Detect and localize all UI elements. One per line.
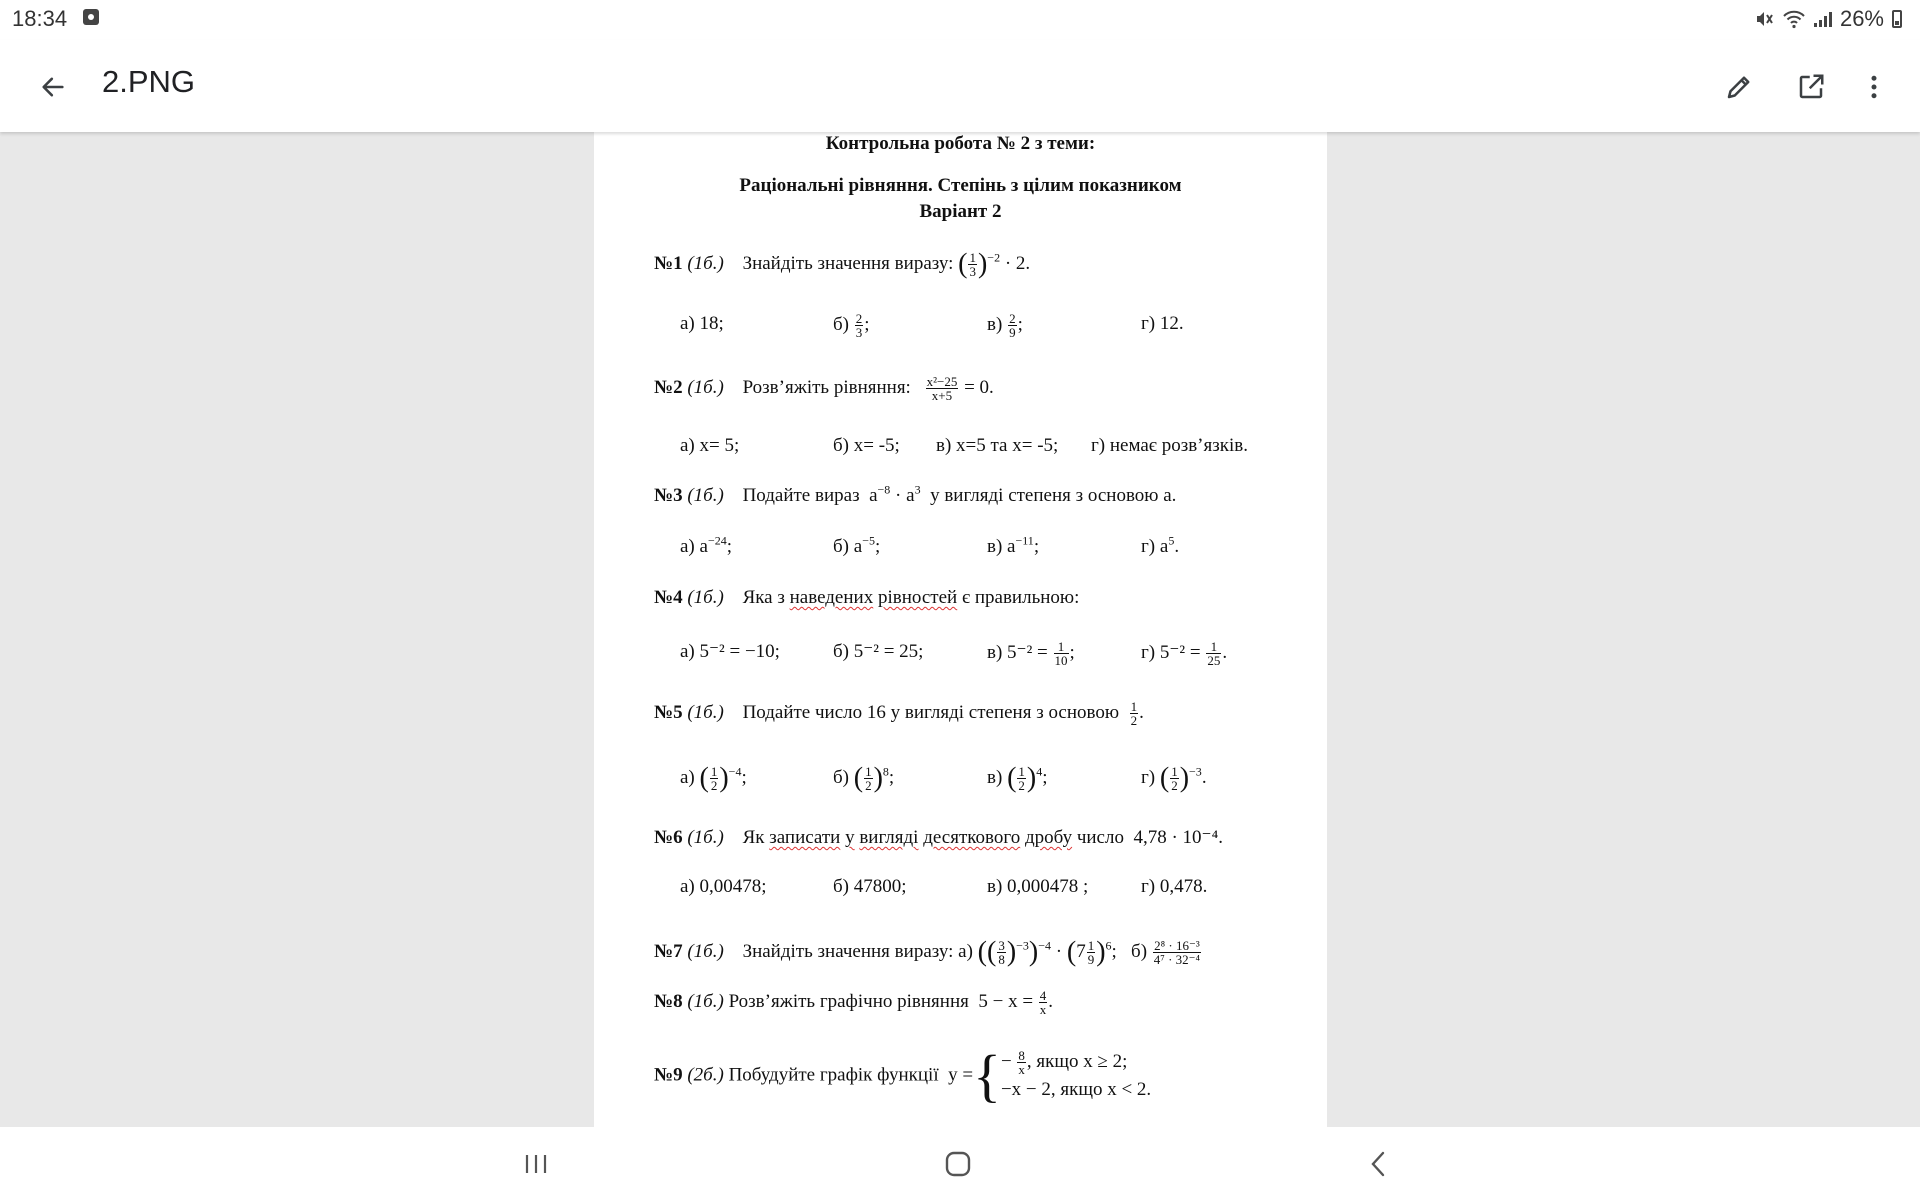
signal-icon	[1814, 11, 1832, 27]
problem-1-option-b: б) $\frac{2}{3}$ ;	[833, 311, 870, 340]
problem-6-option-d: г) 0,478.	[1141, 876, 1208, 897]
status-bar	[0, 0, 1920, 40]
problem-2: №2 (1б.) Розв’яжіть рівняння: $\frac{\text{x²−25}}{x+5}$ = 0.	[654, 374, 994, 403]
app-bar	[0, 40, 1920, 132]
problem-4: №4 (1б.) Яка з наведених рівностей є правильною:	[654, 587, 1080, 608]
recent-apps-button[interactable]	[506, 1139, 566, 1189]
problem-8: №8 (1б.) Розв’яжіть графічно рівняння 5 − x = $\frac{4}{x}$ .	[654, 988, 1054, 1017]
battery-icon	[1892, 10, 1902, 28]
nav-back-button[interactable]	[1348, 1139, 1408, 1189]
open-with-button[interactable]	[1784, 60, 1838, 114]
problem-3: №3 (1б.) Подайте вираз $a^{-8} \cdot a^3$ у вигляді степеня з основою a.	[654, 482, 1177, 506]
problem-1: №1 (1б.) Знайдіть значення виразу: ( $\frac{1}{3}$ )$^{-2}$ · 2.	[654, 248, 1031, 280]
back-button[interactable]	[28, 62, 78, 112]
problem-1-option-c: в) $\frac{2}{9}$ ;	[987, 311, 1023, 340]
arrow-back-icon	[39, 73, 67, 101]
open-external-icon	[1796, 72, 1826, 102]
system-nav-bar	[0, 1127, 1920, 1200]
doc-title: Контрольна робота № 2 з теми:	[825, 133, 1096, 154]
problem-5-option-d: г) ( $\frac{1}{2}$ )$^{-3}$.	[1141, 762, 1207, 794]
problem-6: №6 (1б.) Як записати у вигляді десяткового дробу число 4,78 · 10⁻⁴.	[654, 827, 1223, 848]
problem-3-option-b: б) $a^{-5}$;	[833, 533, 881, 557]
problem-3-option-c: в) $a^{-11}$;	[987, 533, 1040, 557]
problem-1-option-a: а) 18;	[680, 313, 724, 334]
problem-4-option-d: г) 5⁻² = $\frac{1}{25}$ .	[1141, 639, 1228, 668]
problem-1-option-d: г) 12.	[1141, 313, 1184, 334]
mute-icon	[1754, 9, 1774, 29]
status-indicators	[1754, 6, 1902, 32]
wifi-icon	[1782, 9, 1806, 29]
problem-5-option-a: а) ( $\frac{1}{2}$ )$^{-4}$;	[680, 762, 747, 794]
problem-7: №7 (1б.) Знайдіть значення виразу: а) (( $\frac{3}{8}$ )$^{-3}$)$^{-4}$ · (7 $\frac{1}{9}$ )$^6$; б) $\frac{\text{2⁸ · 16⁻³}}{\text{4⁷ · 32⁻⁴}}$	[654, 936, 1201, 968]
battery-percent: 26%	[1839, 6, 1884, 31]
problem-2-option-c: в) x=5 та x= -5;	[936, 435, 1059, 456]
problem-4-option-a: а) 5⁻² = −10;	[680, 641, 780, 662]
problem-4-option-c: в) 5⁻² = $\frac{1}{10}$ ;	[987, 639, 1075, 668]
image-viewer[interactable]	[0, 132, 1920, 1127]
doc-variant: Варіант 2	[919, 201, 1002, 222]
problem-2-option-d: г) немає розв’язків.	[1091, 435, 1248, 456]
problem-6-option-c: в) 0,000478 ;	[987, 876, 1089, 897]
problem-9: №9 (2б.) Побудуйте графік функції y ={ − $\frac{8}{x}$ , якщо x ≥ 2; −x − 2, якщо x < 2.	[654, 1043, 1152, 1108]
chevron-left-icon	[1368, 1150, 1388, 1178]
problem-5-option-c: в) ( $\frac{1}{2}$ )$^4$;	[987, 762, 1048, 794]
problem-5-option-b: б) ( $\frac{1}{2}$ )$^8$;	[833, 762, 895, 794]
problem-5: №5 (1б.) Подайте число 16 у вигляді степеня з основою $\frac{1}{2}$ .	[654, 699, 1144, 728]
edit-button[interactable]	[1712, 60, 1766, 114]
gallery-notification-icon	[83, 9, 99, 25]
problem-2-option-a: а) x= 5;	[680, 435, 740, 456]
pencil-icon	[1724, 72, 1754, 102]
doc-topic: Раціональні рівняння. Степінь з цілим показником	[739, 175, 1182, 196]
more-vert-icon	[1859, 72, 1889, 102]
problem-2-option-b: б) x= -5;	[833, 435, 900, 456]
home-button[interactable]	[928, 1139, 988, 1189]
status-time: 18:34	[12, 6, 68, 31]
file-title: 2.PNG	[102, 64, 196, 99]
problem-6-option-a: а) 0,00478;	[680, 876, 767, 897]
problem-3-option-d: г) $a^5$.	[1141, 533, 1180, 557]
problem-4-option-b: б) 5⁻² = 25;	[833, 641, 924, 662]
more-options-button[interactable]	[1847, 60, 1901, 114]
problem-3-option-a: а) $a^{-24}$;	[680, 533, 733, 557]
problem-6-option-b: б) 47800;	[833, 876, 907, 897]
document-image	[594, 132, 1327, 1127]
recent-apps-icon	[523, 1153, 549, 1175]
home-icon	[944, 1150, 972, 1178]
